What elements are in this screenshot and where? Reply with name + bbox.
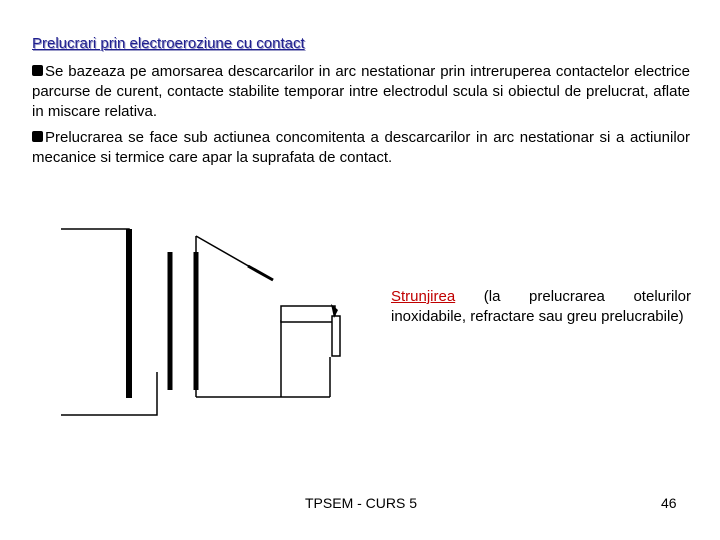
process-caption — [391, 287, 691, 327]
slide-title: Prelucrari prin electroeroziune cu contact — [32, 35, 305, 52]
caption-highlight: Strunjirea — [391, 288, 456, 305]
page-number: 46 — [661, 495, 677, 511]
caption-text: (la prelucrarea otelurilor inoxidabile, refractare sau greu prelucrabile) — [391, 288, 691, 325]
transformer-primary — [61, 229, 170, 415]
workpiece — [281, 306, 335, 322]
bullet-text: Prelucrarea se face sub actiunea concomitenta a descarcarilor in arc nestationar si a actiunilor mecanice si termice care apar la suprafata de contact. — [32, 129, 690, 166]
footer-course: TPSEM - CURS 5 — [305, 495, 418, 511]
bullet-text: Se bazeaza pe amorsarea descarcarilor in arc nestationar prin intreruperea contactelor electrice parcurse de curent, contacte stabilite temporar intre electrodul scula si obiectul de prelucrat, aflate in miscare relativa. — [32, 63, 690, 120]
